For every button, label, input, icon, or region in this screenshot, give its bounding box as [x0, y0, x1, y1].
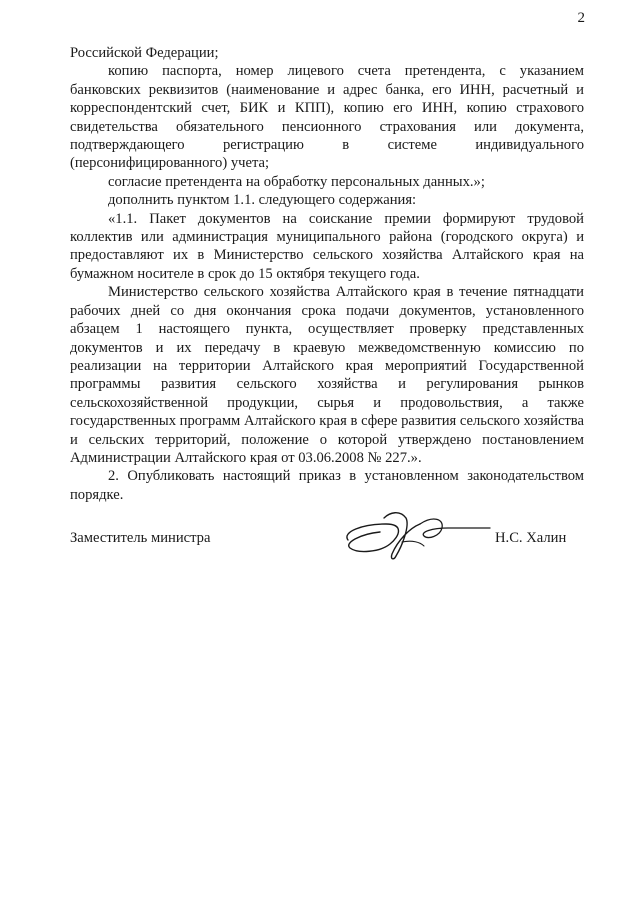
paragraph-continuation: Российской Федерации;: [70, 45, 219, 61]
paragraph-amend-clause: дополнить пунктом 1.1. следующего содержания:: [108, 192, 417, 209]
paragraph-publish: 2. Опубликовать настоящий приказ в установленном законодательством порядке.: [70, 468, 584, 503]
paragraph-clause-1-1: «1.1. Пакет документов на соискание премии формируют трудовой коллектив или администрация муниципального района (городского округа) и предоставляют их в Министерство сельского хозяйства Алтайского края на бумажном носителе в срок до 15 октября текущего года.: [70, 210, 584, 282]
signatory-name: Н.С. Халин: [495, 530, 567, 546]
paragraph-ministry-review: Министерство сельского хозяйства Алтайского края в течение пятнадцати рабочих дней со дня окончания срока подачи документов, установленного абзацем 1 настоящего пункта, осуществляет проверку представленных документов и их передачу в краевую межведомственную комиссию по реализации на территории Алтайского края мероприятий Государственной программы развития сельского хозяйства и регулирования рынков сельскохозяйственной продукции, сырья и продовольствия, а также государственных программ Алтайского края в сфере развития сельского хозяйства и сельских территорий, положение о которой утверждено постановлением Администрации Алтайского края от 03.06.2008 № 227.».: [70, 284, 584, 466]
paragraph-consent: согласие претендента на обработку персональных данных.»;: [108, 173, 485, 190]
signatory-position: Заместитель министра: [70, 530, 211, 546]
paragraph-passport-copy: копию паспорта, номер лицевого счета претендента, с указанием банковских реквизитов (наименование и адрес банка, его ИНН, расчетный и корреспондентский счет, БИК и КПП), копию его ИНН, копию страхового свидетельства обязательного пенсионного страхования или документа, подтверждающего регистрацию в системе индивидуального (персонифицированного) учета;: [70, 63, 584, 172]
page-number: 2: [577, 10, 585, 26]
handwritten-signature: [340, 506, 500, 562]
document-body: [70, 44, 584, 504]
